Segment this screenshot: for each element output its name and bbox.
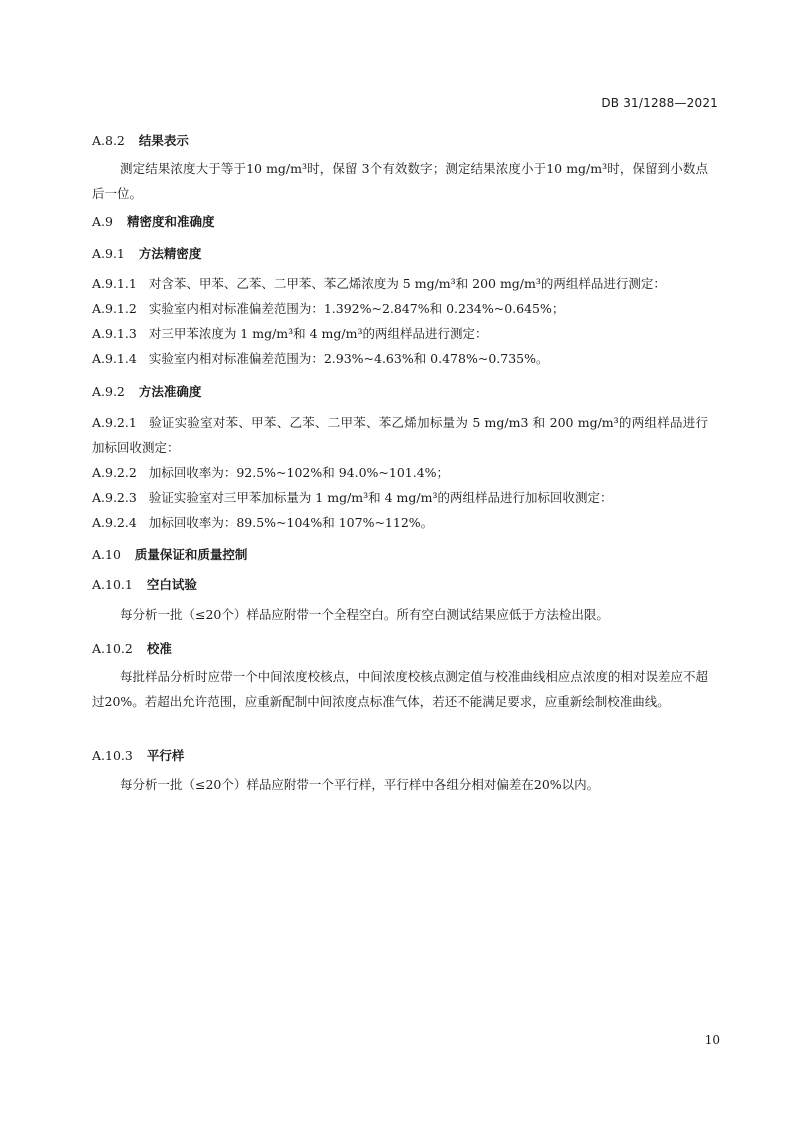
- heading-title: 方法准确度: [138, 384, 202, 399]
- list-item: [92, 296, 708, 321]
- heading-number: A.10.3: [92, 748, 133, 763]
- item-number: A.9.2.1: [92, 415, 137, 430]
- list-item: [92, 510, 708, 535]
- heading-title: 结果表示: [138, 133, 189, 148]
- list-item: [92, 485, 708, 510]
- heading-a9-1: [92, 246, 201, 262]
- heading-a9-2: [92, 384, 201, 400]
- heading-a10-1: [92, 577, 197, 593]
- paragraph-blank-test: 每分析一批（≤20个）样品应附带一个全程空白。所有空白测试结果应低于方法检出限。: [120, 607, 609, 622]
- item-text: 对三甲苯浓度为 1 mg/m³和 4 mg/m³的两组样品进行测定：: [148, 326, 488, 341]
- page-number: 10: [704, 1033, 720, 1047]
- heading-a10-2: [92, 641, 172, 657]
- heading-a10: [92, 547, 247, 563]
- item-text: 加标回收率为：92.5%~102%和 94.0%~101.4%；: [148, 465, 450, 480]
- list-item: [92, 271, 708, 296]
- heading-number: A.9.2: [92, 384, 125, 399]
- heading-number: A.9.1: [92, 246, 125, 261]
- item-number: A.9.2.2: [92, 465, 137, 480]
- standard-number: DB 31/1288—2021: [601, 96, 718, 110]
- item-text: 对含苯、甲苯、乙苯、二甲苯、苯乙烯浓度为 5 mg/m³和 200 mg/m³的两组样品进行测定：: [148, 276, 666, 291]
- heading-title: 平行样: [146, 748, 185, 763]
- item-number: A.9.1.3: [92, 326, 137, 341]
- item-number: A.9.2.4: [92, 515, 137, 530]
- heading-title: 方法精密度: [138, 246, 202, 261]
- paragraph-parallel-sample: 每分析一批（≤20个）样品应附带一个平行样，平行样中各组分相对偏差在20%以内。: [120, 777, 600, 792]
- list-item: [92, 410, 708, 460]
- item-number: A.9.1.2: [92, 301, 137, 316]
- list-item: [92, 321, 708, 346]
- heading-title: 质量保证和质量控制: [134, 547, 248, 562]
- heading-title: 精密度和准确度: [126, 214, 215, 229]
- heading-number: A.10: [92, 547, 121, 562]
- heading-number: A.8.2: [92, 133, 125, 148]
- heading-title: 校准: [146, 641, 172, 656]
- item-text: 实验室内相对标准偏差范围为：2.93%~4.63%和 0.478%~0.735%。: [148, 351, 549, 366]
- paragraph-result-expression: 测定结果浓度大于等于10 mg/m³时，保留 3个有效数字；测定结果浓度小于10 mg/m³时，保留到小数点后一位。: [92, 161, 708, 201]
- item-number: A.9.2.3: [92, 490, 137, 505]
- heading-number: A.10.1: [92, 577, 133, 592]
- heading-title: 空白试验: [146, 577, 197, 592]
- item-number: A.9.1.1: [92, 276, 137, 291]
- item-text: 验证实验室对苯、甲苯、乙苯、二甲苯、苯乙烯加标量为 5 mg/m3 和 200 mg/m³的两组样品进行加标回收测定：: [92, 415, 708, 455]
- item-text: 实验室内相对标准偏差范围为：1.392%~2.847%和 0.234%~0.645%；: [148, 301, 565, 316]
- heading-a9: [92, 214, 214, 230]
- heading-a10-3: [92, 748, 184, 764]
- paragraph-calibration: 每批样品分析时应带一个中间浓度校核点，中间浓度校核点测定值与校准曲线相应点浓度的相对误差应不超过20%。若超出允许范围，应重新配制中间浓度点标准气体，若还不能满足要求，应重新绘制校准曲线。: [92, 669, 708, 709]
- heading-number: A.9: [92, 214, 113, 229]
- heading-number: A.10.2: [92, 641, 133, 656]
- list-item: [92, 460, 708, 485]
- item-text: 验证实验室对三甲苯加标量为 1 mg/m³和 4 mg/m³的两组样品进行加标回收测定：: [148, 490, 613, 505]
- item-number: A.9.1.4: [92, 351, 137, 366]
- item-text: 加标回收率为：89.5%~104%和 107%~112%。: [148, 515, 434, 530]
- heading-a8-2: [92, 133, 189, 149]
- list-item: [92, 346, 708, 371]
